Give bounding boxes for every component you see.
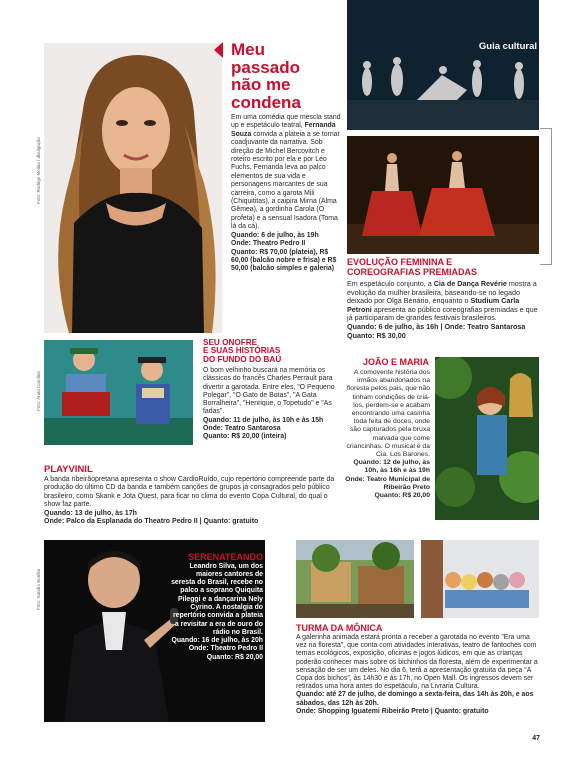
joao-photo	[435, 357, 539, 520]
serenata-title: SERENATEANDO	[188, 552, 263, 562]
photo-credit-feature: Foto: Rodrigo Molina / divulgação	[36, 136, 41, 204]
section-label: Guia cultural	[478, 41, 537, 52]
dance-body	[347, 280, 539, 340]
feature-title-line: passado	[231, 57, 300, 77]
feature-title-line: Meu	[231, 40, 265, 59]
playvinil-body	[44, 476, 340, 526]
feature-title-line: não me	[231, 75, 291, 94]
onofre-body-text: O bom velhinho buscará na memória os clássicos do francês Charles Perrault para divertir a garotada. Entre eles, "O Pequeno Polegar", "O Gato de Botas", "A Gata Borralheira", "Henrique, o Topetudo" e "As fadas".	[203, 367, 335, 416]
onofre-title-line: SEU ONOFRE	[203, 338, 258, 347]
monica-where-price: Onde: Shopping Iguatemi Ribeirão Preto | Quanto: gratuito	[296, 707, 489, 715]
connector-line	[551, 128, 552, 264]
photo-credit-serenata: Foto: Sandro Bonfim	[36, 568, 41, 610]
playvinil-body-text: A banda ribeirãopretana apresenta o show CardioRuído, cujo repertório compreende parte da produção do último CD da banda e também canções de grupos já consagrados pelo público brasileiro, como Skank e Jota Quest, para ficar no clima do evento Copa Cultural, do qual o show faz parte.	[44, 476, 335, 509]
joao-where: Onde: Teatro Municipal de Ribeirão Preto	[345, 475, 430, 491]
feature-title	[231, 41, 341, 111]
dance-title: EVOLUÇÃO FEMININA E COREOGRAFIAS PREMIADAS	[347, 257, 478, 277]
feature-body-post: convida a plateia a se tornar coadjuvante da narrativa. Sob direção de Michel Bercovitch e roteiro escrito por ela e por Léo Fuchs, Fernanda leva ao palco elementos de sua vida e personagens marcantes de sua carreira, como a garota Mili (Chiquititas), a caipira Mirna (Alma Gêmea), a gordinha Carola (O profeta) e a sensual Isadora (Toma lá da cá).	[231, 130, 340, 231]
dance-company: Cia de Dança Revérie	[433, 279, 507, 288]
joao-price: Quanto: R$ 20,00	[374, 492, 430, 500]
monica-body-text: A galerinha animada estará pronta a receber a garotada no evento "Era uma vez na floresta", que conta com atividades interativas, teatro de fantoches com temas ecológicos, exposição, oficinas e jogos lúdicos, em que as crianças poderão conhecer mais sobre os bichinhos da floresta, além de experimentar a sensação de ser um deles. No dia 6, terá a apresentação gratuita da peça "A Copa dos bichos", às 14h30 e às 17h, no Open Mall. Os ingressos devem ser retirados uma hora antes do espetáculo, na Livraria Cultura.	[296, 634, 538, 691]
feature-when: Quando: 6 de julho, às 19h	[231, 231, 319, 239]
dance-photo-bottom	[347, 136, 539, 254]
serenata-text	[170, 553, 263, 662]
dance-body-pre: Em espetáculo conjunto, a	[347, 279, 434, 288]
dance-body-mid: mostra a evolução da mulher brasileira, baseando-se no legado deixado por Olga Benário, enquanto o	[347, 279, 537, 306]
onofre-photo	[44, 340, 193, 445]
joao-body	[345, 369, 430, 500]
dance-studio: Studium Carla Petroni	[347, 296, 520, 314]
joao-when: Quando: 12 de julho, às 10h, às 16h e às 19h	[353, 459, 430, 475]
serenata-where: Onde: Theatro Pedro II	[188, 645, 263, 653]
serenata-price: Quanto: R$ 20,00	[206, 653, 263, 661]
connector-line	[540, 264, 552, 265]
onofre-title	[203, 339, 343, 364]
dance-price: Quanto: R$ 30,00	[347, 330, 406, 340]
joao-title: JOÃO E MARIA	[362, 357, 429, 367]
onofre-title-line: E SUAS HISTÓRIAS	[203, 346, 281, 356]
playvinil-when: Quando: 13 de julho, às 17h	[44, 509, 137, 517]
page-number: 47	[532, 735, 540, 742]
monica-body	[296, 634, 539, 716]
monica-photo-left	[296, 540, 414, 618]
playvinil-title: PLAYVINIL	[44, 464, 93, 475]
feature-price: Quanto: R$ 70,00 (plateia), R$ 60,00 (balcão nobre e frisa) e R$ 50,00 (balcão simples e galeria)	[231, 248, 337, 273]
feature-body-name: Fernanda Souza	[231, 122, 336, 138]
feature-where: Onde: Theatro Pedro II	[231, 240, 306, 248]
onofre-where: Onde: Teatro Santarosa	[203, 425, 281, 433]
playvinil-where-price: Onde: Palco da Esplanada do Theatro Pedro II | Quanto: gratuito	[44, 518, 259, 526]
onofre-when: Quando: 11 de julho, às 10h e às 15h	[203, 416, 324, 424]
feature-body	[231, 114, 341, 274]
onofre-body	[203, 367, 341, 442]
feature-title-line: condena	[231, 92, 301, 112]
dance-photo-top	[347, 0, 539, 130]
feature-photo	[44, 43, 222, 333]
onofre-title-line: DO FUNDO DO BAÚ	[203, 354, 282, 364]
photo-credit-onofre: Foto: Anna Carolina	[36, 371, 41, 411]
monica-title: TURMA DA MÔNICA	[296, 623, 383, 633]
serenata-when: Quando: 16 de julho, às 20h	[171, 637, 263, 645]
feature-body-pre: Em uma comédia que mescla stand up e espetáculo teatral,	[231, 114, 341, 130]
dance-body-post: apresenta ao público coreografias premiadas e que já participaram de grandes festivais brasileiros.	[347, 304, 538, 323]
onofre-price: Quanto: R$ 20,00 (inteira)	[203, 433, 287, 441]
dance-when-where: Quando: 6 de julho, às 16h | Onde: Teatro Santarosa	[347, 321, 526, 331]
joao-body-text: A comovente história dos irmãos abandonados na floresta pelos pais, que não tinham condições de criá-los, perdem-se e acabam encontrando uma casinha toda feita de doces, onde são capturados pela bruxa malvada que come criancinhas. O musical é da Cia. Los Barones.	[346, 369, 430, 459]
monica-photo-right	[421, 540, 539, 618]
feature-photo-pointer	[214, 42, 223, 58]
monica-when: Quando: até 27 de julho, de domingo a sexta-feira, das 14h às 20h, e aos sábados, das 12h às 20h.	[296, 691, 534, 707]
serenata-body: Leandro Silva, um dos maiores cantores de seresta do Brasil, recebe no palco a soprano Quiquita Pileggi e a dançarina Nely Cyrino. A nostalgia do repertório convida a plateia a revisitar a era de ouro do rádio no Brasil.	[171, 562, 263, 636]
